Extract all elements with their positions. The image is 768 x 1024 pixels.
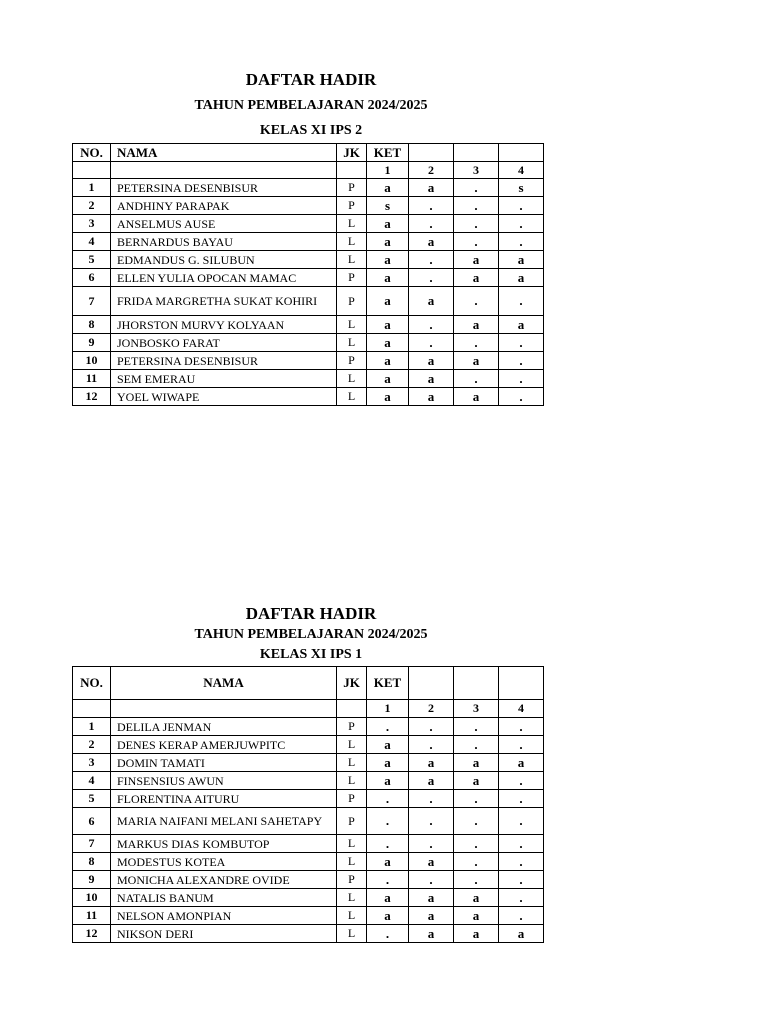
row-number: 2: [73, 197, 111, 215]
student-name: PETERSINA DESENBISUR: [111, 179, 337, 197]
attendance-mark: a: [499, 251, 544, 269]
attendance-mark: a: [454, 889, 499, 907]
attendance-mark: .: [367, 808, 409, 835]
attendance-mark: .: [499, 772, 544, 790]
student-name: MONICHA ALEXANDRE OVIDE: [111, 871, 337, 889]
meeting-number-row: [73, 162, 544, 179]
table-row: [73, 907, 544, 925]
attendance-mark: a: [499, 269, 544, 287]
attendance-mark: .: [409, 334, 454, 352]
attendance-mark: a: [367, 853, 409, 871]
row-number: 11: [73, 370, 111, 388]
attendance-mark: a: [367, 316, 409, 334]
header-jk: JK: [337, 144, 367, 162]
table-row: [73, 334, 544, 352]
attendance-mark: a: [409, 388, 454, 406]
meeting-number: 4: [499, 700, 544, 718]
attendance-mark: a: [367, 772, 409, 790]
gender: P: [337, 718, 367, 736]
attendance-mark: .: [454, 853, 499, 871]
student-name: JONBOSKO FARAT: [111, 334, 337, 352]
attendance-mark: .: [454, 215, 499, 233]
student-name: MARKUS DIAS KOMBUTOP: [111, 835, 337, 853]
attendance-mark: a: [454, 925, 499, 943]
attendance-mark: .: [454, 334, 499, 352]
meeting-number: 2: [409, 700, 454, 718]
attendance-mark: a: [367, 388, 409, 406]
attendance-mark: a: [409, 853, 454, 871]
row-number: 4: [73, 772, 111, 790]
header-nama: NAMA: [111, 144, 337, 162]
row-number: 3: [73, 215, 111, 233]
table-row: [73, 772, 544, 790]
table-row: [73, 197, 544, 215]
student-name: NIKSON DERI: [111, 925, 337, 943]
table-row: [73, 233, 544, 251]
attendance-mark: s: [367, 197, 409, 215]
header-ket: KET: [367, 144, 409, 162]
attendance-mark: .: [499, 287, 544, 316]
attendance-mark: .: [409, 269, 454, 287]
attendance-mark: s: [499, 179, 544, 197]
school-year: TAHUN PEMBELAJARAN 2024/2025: [194, 627, 428, 642]
attendance-mark: .: [454, 871, 499, 889]
header-blank: [454, 144, 499, 162]
gender: P: [337, 871, 367, 889]
student-name: DOMIN TAMATI: [111, 754, 337, 772]
attendance-mark: a: [367, 179, 409, 197]
attendance-mark: .: [499, 790, 544, 808]
row-number: 12: [73, 925, 111, 943]
attendance-mark: .: [367, 871, 409, 889]
gender: L: [337, 233, 367, 251]
attendance-mark: a: [367, 233, 409, 251]
attendance-mark: .: [409, 835, 454, 853]
row-number: 9: [73, 871, 111, 889]
row-number: 1: [73, 179, 111, 197]
gender: P: [337, 808, 367, 835]
attendance-mark: a: [367, 889, 409, 907]
attendance-mark: a: [409, 907, 454, 925]
table-row: [73, 251, 544, 269]
attendance-mark: a: [367, 215, 409, 233]
gender: P: [337, 790, 367, 808]
table-row: [73, 269, 544, 287]
row-number: 11: [73, 907, 111, 925]
attendance-mark: .: [454, 179, 499, 197]
attendance-mark: .: [367, 925, 409, 943]
meeting-number: 4: [499, 162, 544, 179]
header-blank: [409, 667, 454, 700]
gender: L: [337, 736, 367, 754]
student-name: BERNARDUS BAYAU: [111, 233, 337, 251]
attendance-mark: a: [454, 907, 499, 925]
attendance-mark: .: [454, 287, 499, 316]
attendance-mark: a: [409, 287, 454, 316]
row-number: 5: [73, 790, 111, 808]
attendance-mark: .: [499, 718, 544, 736]
blank-cell: [337, 162, 367, 179]
meeting-number-row: [73, 700, 544, 718]
attendance-mark: a: [499, 316, 544, 334]
header-row: [73, 144, 544, 162]
attendance-mark: .: [367, 790, 409, 808]
gender: L: [337, 835, 367, 853]
attendance-mark: a: [499, 754, 544, 772]
attendance-mark: .: [499, 370, 544, 388]
gender: L: [337, 370, 367, 388]
attendance-mark: .: [454, 808, 499, 835]
attendance-mark: .: [367, 835, 409, 853]
attendance-mark: a: [454, 772, 499, 790]
attendance-mark: .: [409, 197, 454, 215]
attendance-mark: .: [499, 808, 544, 835]
sheet-title: DAFTAR HADIR: [245, 70, 377, 89]
student-name: DENES KERAP AMERJUWPITC: [111, 736, 337, 754]
row-number: 4: [73, 233, 111, 251]
blank-cell: [73, 162, 111, 179]
row-number: 7: [73, 835, 111, 853]
table-row: [73, 790, 544, 808]
meeting-number: 1: [367, 700, 409, 718]
attendance-mark: .: [499, 197, 544, 215]
attendance-mark: .: [454, 718, 499, 736]
attendance-table: [72, 666, 544, 943]
student-name: FINSENSIUS AWUN: [111, 772, 337, 790]
table-row: [73, 925, 544, 943]
student-name: EDMANDUS G. SILUBUN: [111, 251, 337, 269]
gender: L: [337, 334, 367, 352]
table-row: [73, 736, 544, 754]
attendance-mark: a: [409, 772, 454, 790]
attendance-mark: a: [454, 754, 499, 772]
attendance-mark: a: [454, 316, 499, 334]
row-number: 2: [73, 736, 111, 754]
header-blank: [499, 667, 544, 700]
row-number: 6: [73, 269, 111, 287]
gender: L: [337, 316, 367, 334]
gender: L: [337, 215, 367, 233]
gender: P: [337, 197, 367, 215]
row-number: 12: [73, 388, 111, 406]
attendance-mark: .: [454, 197, 499, 215]
attendance-mark: a: [367, 352, 409, 370]
meeting-number: 2: [409, 162, 454, 179]
table-row: [73, 754, 544, 772]
row-number: 9: [73, 334, 111, 352]
header-nama: NAMA: [111, 667, 337, 700]
gender: L: [337, 889, 367, 907]
attendance-mark: .: [499, 736, 544, 754]
attendance-mark: a: [409, 889, 454, 907]
header-ket: KET: [367, 667, 409, 700]
table-row: [73, 179, 544, 197]
table-row: [73, 853, 544, 871]
gender: L: [337, 754, 367, 772]
table-row: [73, 388, 544, 406]
class-name: KELAS XI IPS 2: [259, 123, 363, 138]
attendance-mark: a: [367, 334, 409, 352]
gender: P: [337, 352, 367, 370]
attendance-mark: .: [499, 871, 544, 889]
student-name: FLORENTINA AITURU: [111, 790, 337, 808]
row-number: 1: [73, 718, 111, 736]
attendance-mark: a: [454, 251, 499, 269]
meeting-number: 3: [454, 162, 499, 179]
attendance-mark: .: [409, 871, 454, 889]
attendance-mark: .: [454, 736, 499, 754]
attendance-mark: .: [499, 853, 544, 871]
attendance-mark: .: [409, 808, 454, 835]
attendance-mark: .: [409, 215, 454, 233]
attendance-mark: .: [409, 251, 454, 269]
row-number: 8: [73, 853, 111, 871]
gender: L: [337, 925, 367, 943]
table-row: [73, 215, 544, 233]
attendance-mark: a: [367, 287, 409, 316]
gender: P: [337, 179, 367, 197]
row-number: 5: [73, 251, 111, 269]
attendance-mark: a: [454, 388, 499, 406]
gender: L: [337, 772, 367, 790]
blank-cell: [73, 700, 111, 718]
student-name: MODESTUS KOTEA: [111, 853, 337, 871]
student-name: JHORSTON MURVY KOLYAAN: [111, 316, 337, 334]
attendance-table: [72, 143, 544, 406]
table-row: [73, 871, 544, 889]
attendance-mark: .: [409, 316, 454, 334]
student-name: MARIA NAIFANI MELANI SAHETAPY: [111, 808, 337, 835]
gender: P: [337, 269, 367, 287]
gender: P: [337, 287, 367, 316]
attendance-mark: a: [409, 754, 454, 772]
table-row: [73, 835, 544, 853]
header-blank: [499, 144, 544, 162]
attendance-mark: .: [499, 215, 544, 233]
attendance-mark: .: [499, 889, 544, 907]
row-number: 8: [73, 316, 111, 334]
header-no: NO.: [73, 144, 111, 162]
attendance-mark: .: [499, 388, 544, 406]
attendance-mark: a: [367, 736, 409, 754]
attendance-mark: .: [499, 352, 544, 370]
header-blank: [409, 144, 454, 162]
attendance-mark: a: [499, 925, 544, 943]
student-name: PETERSINA DESENBISUR: [111, 352, 337, 370]
student-name: YOEL WIWAPE: [111, 388, 337, 406]
blank-cell: [337, 700, 367, 718]
attendance-mark: .: [454, 790, 499, 808]
table-row: [73, 316, 544, 334]
attendance-mark: a: [454, 352, 499, 370]
table-row: [73, 352, 544, 370]
attendance-mark: .: [499, 907, 544, 925]
student-name: ANDHINY PARAPAK: [111, 197, 337, 215]
row-number: 3: [73, 754, 111, 772]
student-name: NATALIS BANUM: [111, 889, 337, 907]
row-number: 7: [73, 287, 111, 316]
meeting-number: 3: [454, 700, 499, 718]
attendance-mark: a: [367, 754, 409, 772]
blank-cell: [111, 162, 337, 179]
row-number: 10: [73, 889, 111, 907]
row-number: 6: [73, 808, 111, 835]
gender: L: [337, 907, 367, 925]
attendance-mark: .: [454, 233, 499, 251]
attendance-mark: .: [409, 790, 454, 808]
attendance-mark: a: [367, 251, 409, 269]
student-name: ELLEN YULIA OPOCAN MAMAC: [111, 269, 337, 287]
gender: L: [337, 388, 367, 406]
attendance-mark: a: [367, 269, 409, 287]
attendance-mark: a: [409, 233, 454, 251]
sheet-title: DAFTAR HADIR: [245, 604, 377, 623]
attendance-mark: .: [409, 736, 454, 754]
student-name: NELSON AMONPIAN: [111, 907, 337, 925]
row-number: 10: [73, 352, 111, 370]
attendance-mark: a: [367, 907, 409, 925]
meeting-number: 1: [367, 162, 409, 179]
attendance-mark: a: [409, 179, 454, 197]
student-name: FRIDA MARGRETHA SUKAT KOHIRI: [111, 287, 337, 316]
table-row: [73, 718, 544, 736]
attendance-mark: a: [454, 269, 499, 287]
attendance-mark: .: [499, 233, 544, 251]
table-row: [73, 287, 544, 316]
attendance-mark: a: [409, 370, 454, 388]
student-name: DELILA JENMAN: [111, 718, 337, 736]
gender: L: [337, 853, 367, 871]
attendance-mark: .: [499, 835, 544, 853]
gender: L: [337, 251, 367, 269]
attendance-mark: .: [454, 370, 499, 388]
student-name: ANSELMUS AUSE: [111, 215, 337, 233]
header-row: [73, 667, 544, 700]
attendance-mark: .: [367, 718, 409, 736]
table-row: [73, 370, 544, 388]
attendance-mark: a: [409, 352, 454, 370]
header-jk: JK: [337, 667, 367, 700]
class-name: KELAS XI IPS 1: [259, 647, 363, 662]
attendance-mark: a: [409, 925, 454, 943]
blank-cell: [111, 700, 337, 718]
attendance-mark: .: [454, 835, 499, 853]
header-blank: [454, 667, 499, 700]
student-name: SEM EMERAU: [111, 370, 337, 388]
school-year: TAHUN PEMBELAJARAN 2024/2025: [194, 98, 428, 113]
attendance-mark: a: [367, 370, 409, 388]
table-row: [73, 889, 544, 907]
attendance-mark: .: [499, 334, 544, 352]
table-row: [73, 808, 544, 835]
attendance-mark: .: [409, 718, 454, 736]
header-no: NO.: [73, 667, 111, 700]
